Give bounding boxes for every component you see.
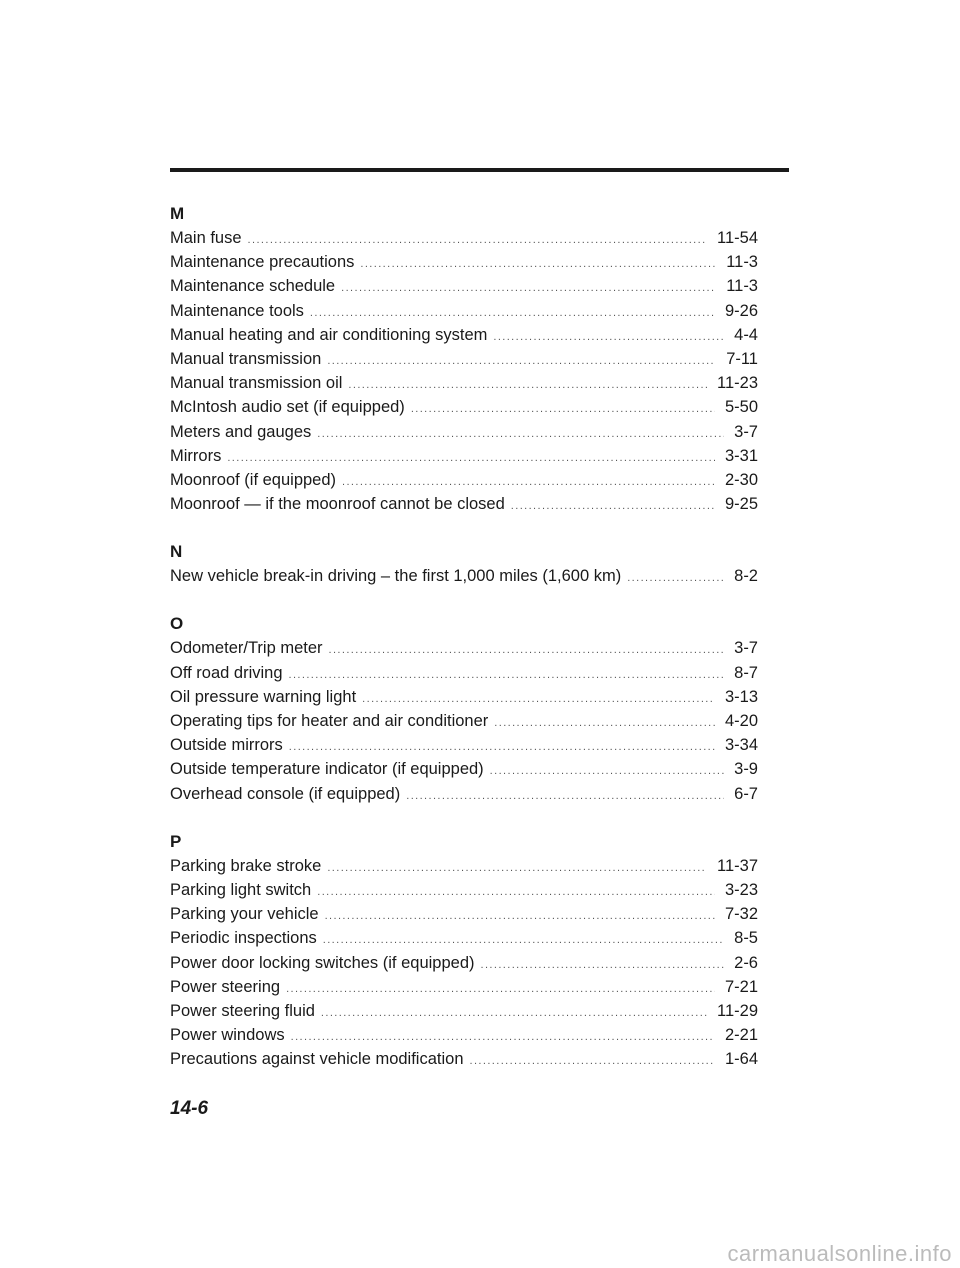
entry-label: Periodic inspections — [170, 929, 317, 948]
entry-label: New vehicle break-in driving – the first 1,000 miles (1,600 km) — [170, 567, 622, 586]
dot-leader — [327, 349, 716, 373]
dot-leader — [327, 856, 707, 880]
index-section-n — [170, 540, 758, 588]
entry-label: Parking light switch — [170, 880, 312, 899]
index-entry — [170, 492, 758, 516]
dot-leader — [321, 1001, 707, 1025]
index-entry — [170, 468, 758, 492]
entry-label: Overhead console (if equipped) — [170, 784, 401, 803]
header-rule — [170, 168, 789, 172]
entry-label: Power steering fluid — [170, 1001, 315, 1020]
dot-leader — [286, 977, 715, 1001]
entry-page: 9-26 — [724, 301, 758, 320]
entry-label: Power door locking switches (if equipped) — [170, 953, 475, 972]
index-entry — [170, 975, 758, 999]
entry-page: 11-3 — [726, 277, 758, 296]
entry-page: 8-5 — [734, 929, 758, 948]
index-entry — [170, 902, 758, 926]
entry-page: 7-21 — [724, 977, 758, 996]
index-entry — [170, 878, 758, 902]
entry-label: Power steering — [170, 977, 281, 996]
page-number: 14-6 — [170, 1098, 209, 1119]
dot-leader — [362, 687, 715, 711]
dot-leader — [342, 470, 715, 494]
index-entry — [170, 323, 758, 347]
index-entry — [170, 564, 758, 588]
entry-page: 4-20 — [724, 712, 758, 730]
entry-label: Manual heating and air conditioning system — [170, 325, 488, 344]
watermark: carmanualsonline.info — [727, 1241, 952, 1266]
entry-label: Odometer/Trip meter — [170, 639, 323, 658]
section-letter: M — [170, 204, 185, 223]
index-entry — [170, 250, 758, 274]
entry-page: 3-31 — [724, 446, 758, 465]
entry-label: Moonroof (if equipped) — [170, 470, 337, 489]
index-entry — [170, 733, 758, 757]
index-entry — [170, 1047, 758, 1071]
entry-page: 3-9 — [734, 760, 758, 779]
section-letter: O — [170, 614, 184, 634]
entry-page: 3-23 — [724, 880, 758, 899]
index-entry — [170, 661, 758, 685]
index-entry — [170, 951, 758, 975]
entry-page: 5-50 — [724, 398, 758, 417]
dot-leader — [329, 638, 725, 662]
entry-page: 3-7 — [734, 639, 758, 658]
index-entry — [170, 854, 758, 878]
dot-leader — [511, 494, 715, 518]
entry-page: 2-21 — [724, 1026, 758, 1045]
index-section-o — [170, 612, 758, 805]
entry-page: 1-64 — [724, 1050, 758, 1069]
index-entry — [170, 782, 758, 806]
entry-label: Oil pressure warning light — [170, 687, 357, 706]
entry-label: Outside mirrors — [170, 736, 283, 755]
dot-leader — [360, 252, 716, 276]
entry-page: 8-7 — [734, 663, 758, 682]
entry-label: Manual transmission — [170, 349, 322, 368]
index-entry — [170, 420, 758, 444]
dot-leader — [289, 735, 715, 759]
index-entry — [170, 226, 758, 250]
dot-leader — [470, 1049, 715, 1073]
entry-label: Maintenance schedule — [170, 277, 336, 296]
dot-leader — [494, 711, 715, 735]
entry-label: Power windows — [170, 1026, 285, 1045]
dot-leader — [627, 566, 724, 590]
entry-label: McIntosh audio set (if equipped) — [170, 398, 405, 417]
index-entry — [170, 274, 758, 298]
dot-leader — [493, 325, 724, 349]
dot-leader — [323, 928, 724, 952]
index-list — [170, 202, 758, 1095]
entry-page: 11-23 — [717, 374, 758, 393]
entry-page: 4-4 — [734, 325, 758, 344]
index-entry — [170, 299, 758, 323]
index-entry — [170, 395, 758, 419]
dot-leader — [310, 301, 715, 325]
entry-label: Maintenance precautions — [170, 253, 355, 272]
entry-page: 6-7 — [734, 784, 758, 803]
section-letter: P — [170, 831, 182, 851]
entry-label: Manual transmission oil — [170, 374, 343, 393]
index-entry — [170, 757, 758, 781]
dot-leader — [490, 759, 724, 783]
index-section-m — [170, 202, 758, 516]
entry-page: 8-2 — [734, 567, 758, 586]
entry-label: Precautions against vehicle modification — [170, 1050, 464, 1069]
index-entry — [170, 709, 758, 733]
dot-leader — [325, 904, 715, 928]
entry-label: Main fuse — [170, 229, 242, 247]
entry-label: Parking brake stroke — [170, 856, 322, 875]
dot-leader — [481, 953, 725, 977]
entry-page: 9-25 — [724, 495, 758, 514]
entry-label: Moonroof — if the moonroof cannot be closed — [170, 495, 505, 514]
index-entry — [170, 999, 758, 1023]
dot-leader — [317, 422, 724, 446]
index-entry — [170, 1023, 758, 1047]
entry-page: 11-29 — [717, 1001, 758, 1020]
entry-label: Mirrors — [170, 446, 222, 465]
index-entry — [170, 926, 758, 950]
entry-label: Meters and gauges — [170, 422, 312, 441]
entry-label: Operating tips for heater and air conditioner — [170, 712, 489, 730]
entry-page: 2-6 — [734, 953, 758, 972]
index-entry — [170, 636, 758, 660]
dot-leader — [317, 880, 715, 904]
dot-leader — [248, 228, 707, 252]
entry-page: 3-13 — [724, 687, 758, 706]
entry-label: Maintenance tools — [170, 301, 304, 320]
dot-leader — [406, 784, 724, 808]
entry-page: 7-11 — [726, 349, 758, 368]
entry-page: 11-54 — [717, 229, 758, 247]
dot-leader — [291, 1025, 715, 1049]
entry-label: Off road driving — [170, 663, 283, 682]
entry-page: 11-37 — [717, 856, 758, 875]
entry-page: 11-3 — [726, 253, 758, 272]
index-entry — [170, 347, 758, 371]
entry-label: Parking your vehicle — [170, 905, 319, 924]
dot-leader — [411, 397, 715, 421]
dot-leader — [341, 276, 716, 300]
index-entry — [170, 685, 758, 709]
index-entry — [170, 444, 758, 468]
dot-leader — [348, 373, 707, 397]
dot-leader — [289, 663, 725, 687]
entry-page: 7-32 — [724, 905, 758, 924]
dot-leader — [227, 446, 715, 470]
section-letter: N — [170, 542, 183, 562]
entry-page: 3-34 — [724, 736, 758, 755]
index-entry — [170, 371, 758, 395]
index-section-p — [170, 830, 758, 1072]
entry-label: Outside temperature indicator (if equipped) — [170, 760, 484, 779]
entry-page: 3-7 — [734, 422, 758, 441]
entry-page: 2-30 — [724, 470, 758, 489]
